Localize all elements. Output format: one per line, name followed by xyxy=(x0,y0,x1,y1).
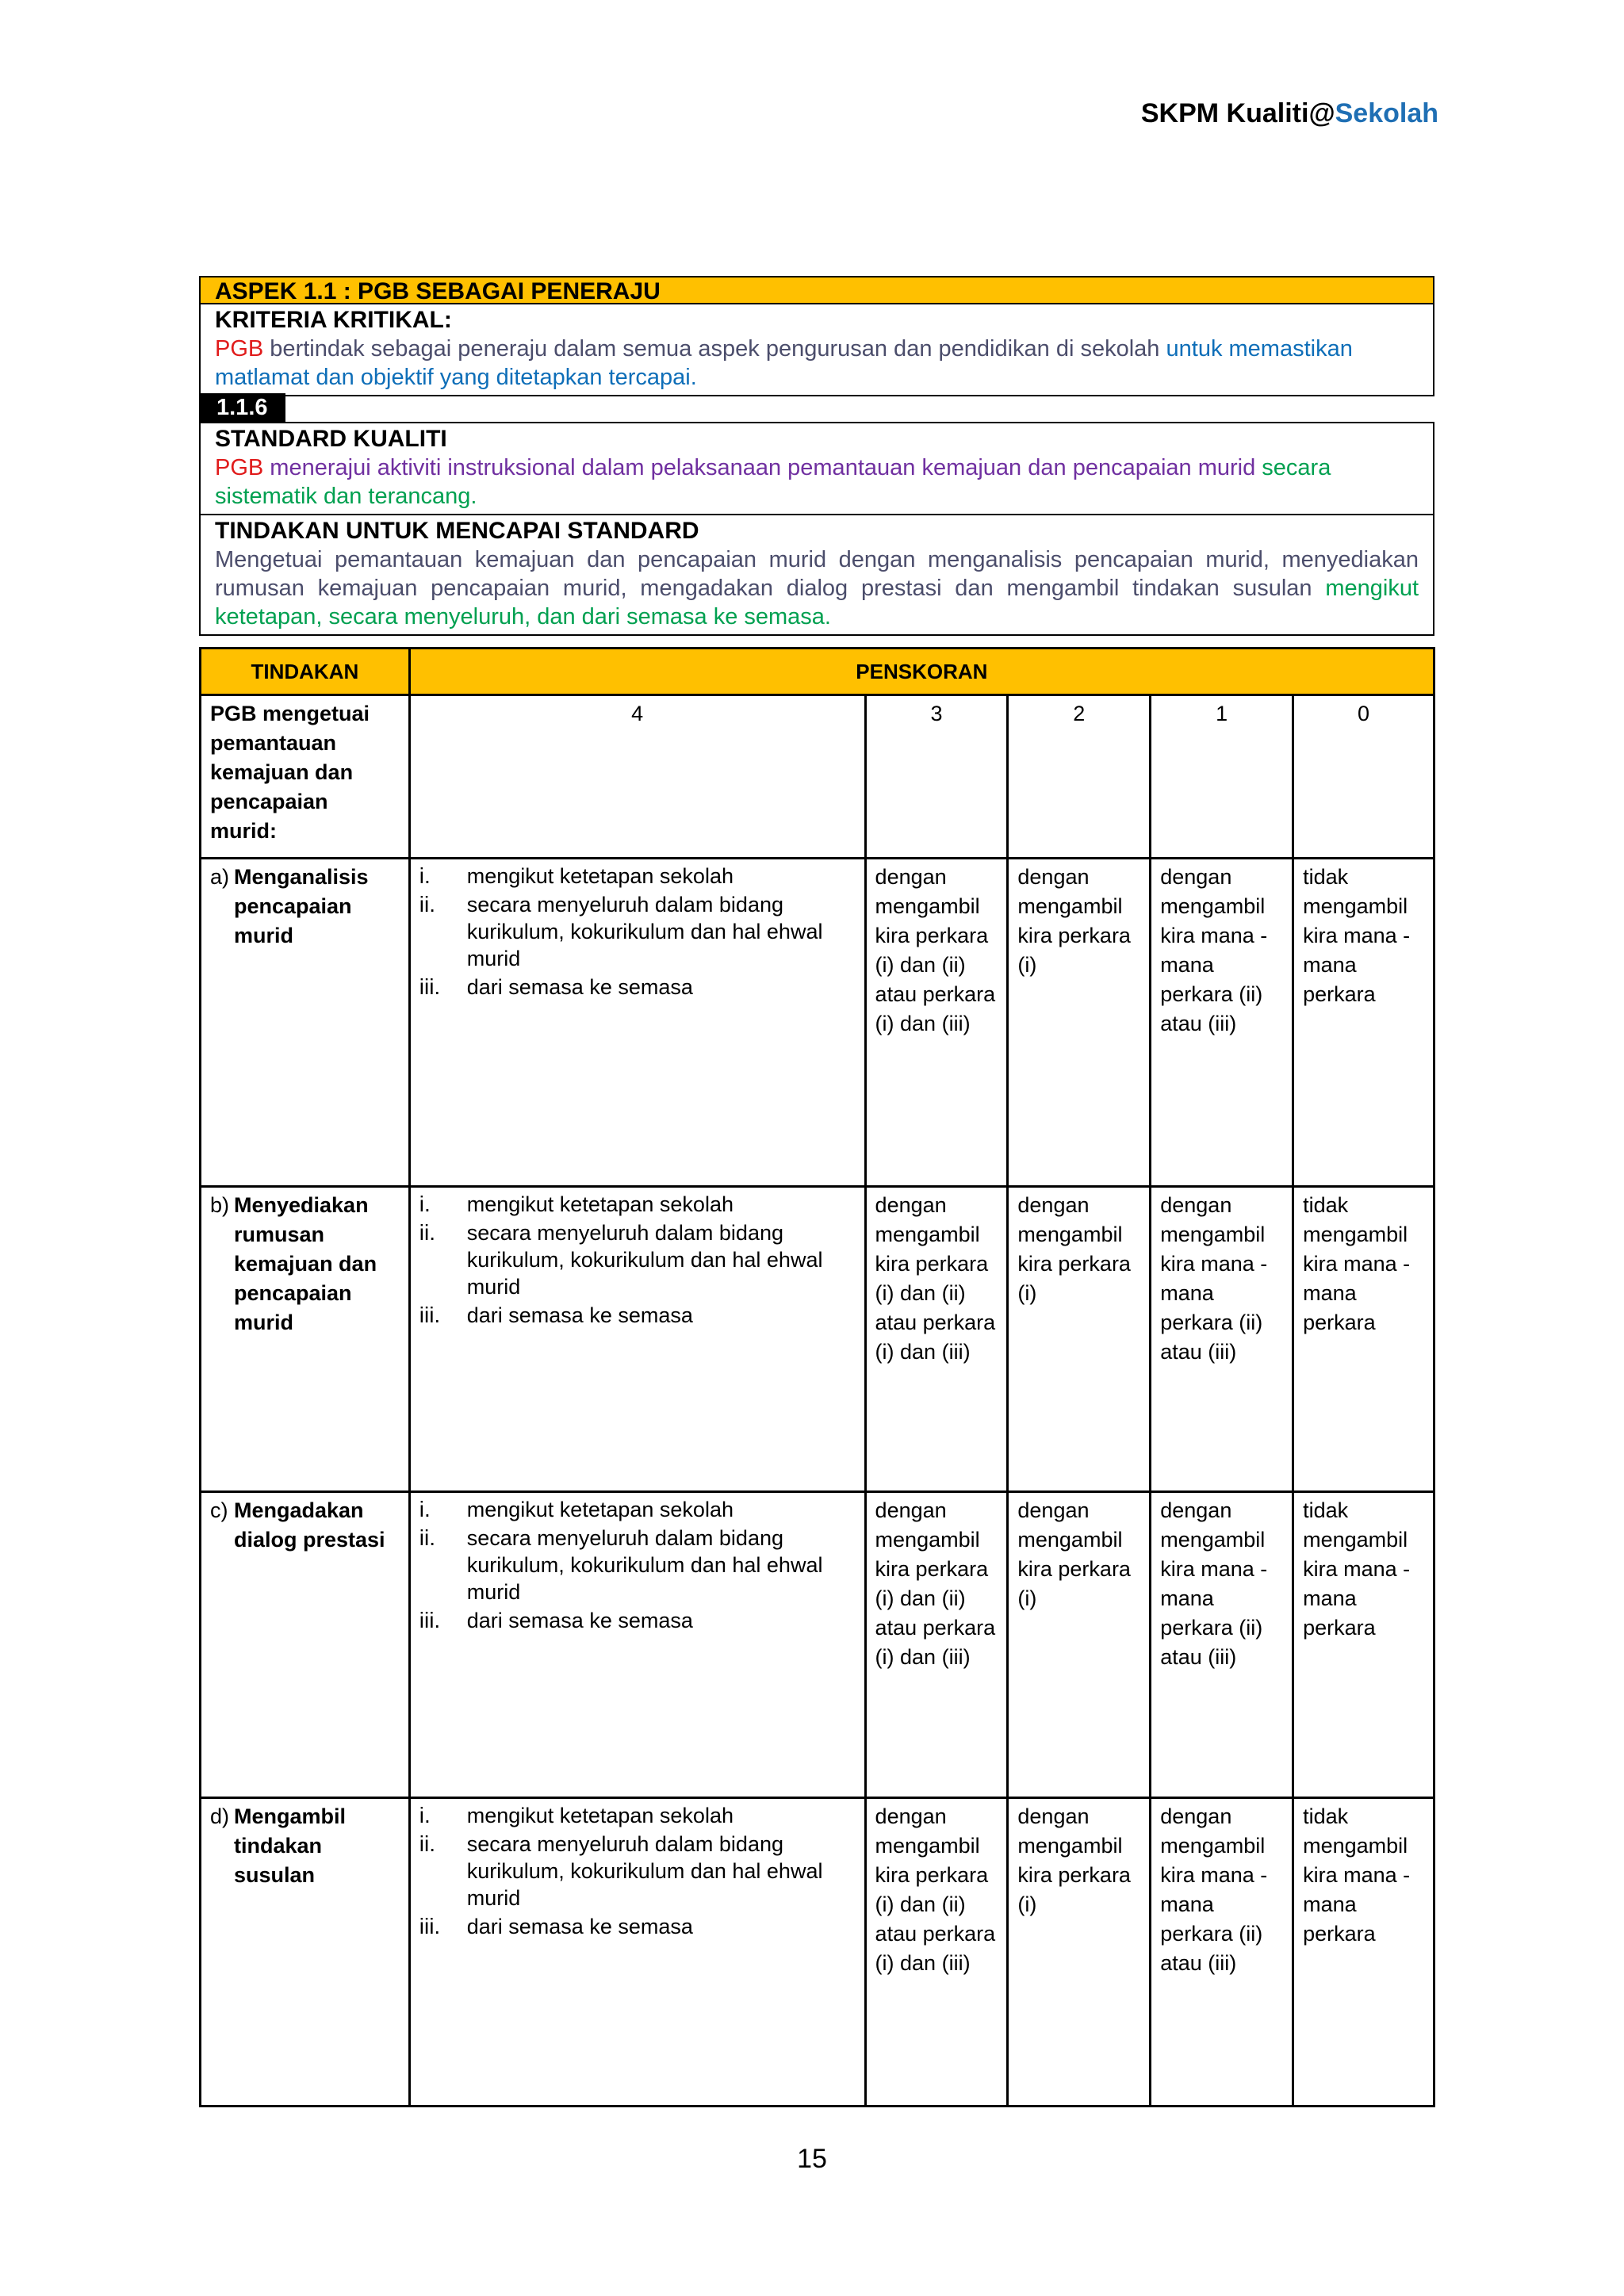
action-name: Menyediakan rumusan kemajuan dan pencapaian murid xyxy=(234,1193,377,1334)
score-1-desc: dengan mengambil kira mana -mana perkara (ii) atau (iii) xyxy=(1151,1187,1293,1492)
criteria-cell xyxy=(409,1187,865,1492)
action-cell xyxy=(201,1492,410,1798)
criteria-text: mengikut ketetapan sekolah xyxy=(466,1804,733,1827)
page-number: 15 xyxy=(797,2144,827,2174)
score-level-row xyxy=(201,695,1434,859)
score-0-desc: tidak mengambil kira mana -mana perkara xyxy=(1293,1798,1434,2107)
tindakan-std-manner: mengikut ketetapan, secara menyeluruh, dan dari semasa ke semasa. xyxy=(215,576,1419,629)
kriteria-box xyxy=(199,304,1434,396)
standard-box xyxy=(199,422,1434,515)
criteria-cell xyxy=(409,1492,865,1798)
score-1: 1 xyxy=(1151,695,1293,859)
tindakan-std-box xyxy=(199,515,1434,636)
criteria-num: i. xyxy=(419,1192,431,1216)
kriteria-purpose: untuk memastikan matlamat dan objektif yang ditetapkan tercapai. xyxy=(215,336,1353,390)
score-3-desc: dengan mengambil kira perkara (i) dan (ii) atau perkara (i) dan (iii) xyxy=(865,859,1008,1187)
score-1-desc: dengan mengambil kira mana -mana perkara (ii) atau (iii) xyxy=(1151,859,1293,1187)
score-3-desc: dengan mengambil kira perkara (i) dan (ii) atau perkara (i) dan (iii) xyxy=(865,1798,1008,2107)
list-item xyxy=(419,1302,856,1329)
criteria-text: dari semasa ke semasa xyxy=(466,1915,693,1938)
tindakan-std-text xyxy=(215,545,1419,631)
list-item xyxy=(419,1191,856,1218)
kriteria-text xyxy=(215,335,1419,392)
score-2-desc: dengan mengambil kira perkara (i) xyxy=(1008,1798,1151,2107)
list-item xyxy=(419,1913,856,1940)
kriteria-title: KRITERIA KRITIKAL: xyxy=(215,307,452,333)
score-3-desc: dengan mengambil kira perkara (i) dan (ii) atau perkara (i) dan (iii) xyxy=(865,1492,1008,1798)
criteria-num: iii. xyxy=(419,1914,441,1938)
standard-title: STANDARD KUALITI xyxy=(215,426,447,452)
list-item xyxy=(419,1831,856,1911)
criteria-text: secara menyeluruh dalam bidang kurikulum, kokurikulum dan hal ehwal murid xyxy=(466,1221,823,1299)
action-name: Menganalisis pencapaian murid xyxy=(234,865,369,947)
standard-manner: secara sistematik dan terancang. xyxy=(215,455,1331,509)
table-row xyxy=(201,1798,1434,2107)
criteria-num: i. xyxy=(419,1803,431,1827)
action-letter: c) xyxy=(210,1498,228,1522)
page-header xyxy=(1141,98,1438,129)
standard-block xyxy=(199,422,1434,636)
aspek-block xyxy=(199,276,1434,396)
criteria-num: ii. xyxy=(419,1525,435,1550)
criteria-text: secara menyeluruh dalam bidang kurikulum, kokurikulum dan hal ehwal murid xyxy=(466,893,823,970)
table-row xyxy=(201,1187,1434,1492)
score-0-desc: tidak mengambil kira mana -mana perkara xyxy=(1293,1187,1434,1492)
action-letter: b) xyxy=(210,1193,230,1217)
list-item xyxy=(419,1525,856,1605)
standard-pgb: PGB xyxy=(215,455,264,480)
criteria-text: mengikut ketetapan sekolah xyxy=(466,1498,733,1521)
score-2-desc: dengan mengambil kira perkara (i) xyxy=(1008,859,1151,1187)
table-header-row xyxy=(201,649,1434,695)
score-2-desc: dengan mengambil kira perkara (i) xyxy=(1008,1492,1151,1798)
action-name: Mengambil tindakan susulan xyxy=(234,1804,347,1887)
list-item xyxy=(419,863,856,890)
action-cell xyxy=(201,859,410,1187)
criteria-cell xyxy=(409,859,865,1187)
score-2: 2 xyxy=(1008,695,1151,859)
tindakan-std-body: Mengetuai pemantauan kemajuan dan pencapaian murid dengan menganalisis pencapaian murid, menyediakan rumusan kemajuan pencapaian murid, mengadakan dialog prestasi dan mengambil tindakan susulan xyxy=(215,547,1419,601)
standard-text xyxy=(215,453,1419,511)
header-tindakan: TINDAKAN xyxy=(201,649,410,695)
criteria-text: mengikut ketetapan sekolah xyxy=(466,864,733,888)
criteria-num: ii. xyxy=(419,1831,435,1856)
kriteria-body: bertindak sebagai peneraju dalam semua aspek pengurusan dan pendidikan di sekolah xyxy=(263,336,1166,362)
action-letter: d) xyxy=(210,1804,230,1828)
score-1-desc: dengan mengambil kira mana -mana perkara (ii) atau (iii) xyxy=(1151,1492,1293,1798)
aspek-title: ASPEK 1.1 : PGB SEBAGAI PENERAJU xyxy=(199,276,1434,304)
criteria-text: secara menyeluruh dalam bidang kurikulum, kokurikulum dan hal ehwal murid xyxy=(466,1526,823,1604)
score-1-desc: dengan mengambil kira mana -mana perkara (ii) atau (iii) xyxy=(1151,1798,1293,2107)
header-suffix: Sekolah xyxy=(1335,98,1438,128)
action-letter: a) xyxy=(210,865,230,889)
header-prefix: SKPM Kualiti@ xyxy=(1140,98,1335,128)
score-0: 0 xyxy=(1293,695,1434,859)
criteria-text: dari semasa ke semasa xyxy=(466,975,693,999)
criteria-cell xyxy=(409,1798,865,2107)
criteria-text: dari semasa ke semasa xyxy=(466,1303,693,1327)
action-cell xyxy=(201,1798,410,2107)
list-item xyxy=(419,974,856,1001)
score-3-desc: dengan mengambil kira perkara (i) dan (ii) atau perkara (i) dan (iii) xyxy=(865,1187,1008,1492)
list-item xyxy=(419,1802,856,1829)
header-penskoran: PENSKORAN xyxy=(409,649,1434,695)
list-item xyxy=(419,891,856,972)
score-2-desc: dengan mengambil kira perkara (i) xyxy=(1008,1187,1151,1492)
criteria-text: dari semasa ke semasa xyxy=(466,1609,693,1632)
action-cell xyxy=(201,1187,410,1492)
criteria-num: i. xyxy=(419,863,431,888)
kriteria-pgb: PGB xyxy=(215,336,264,362)
list-item xyxy=(419,1219,856,1300)
action-name: Mengadakan dialog prestasi xyxy=(234,1498,385,1552)
score-0-desc: tidak mengambil kira mana -mana perkara xyxy=(1293,859,1434,1187)
tindakan-std-title: TINDAKAN UNTUK MENCAPAI STANDARD xyxy=(215,518,699,544)
table-row xyxy=(201,859,1434,1187)
criteria-num: ii. xyxy=(419,892,435,916)
criteria-num: i. xyxy=(419,1497,431,1521)
code-tag-row xyxy=(199,393,1434,422)
criteria-num: iii. xyxy=(419,974,441,999)
criteria-num: iii. xyxy=(419,1303,441,1327)
intro-cell: PGB mengetuai pemantauan kemajuan dan pencapaian murid: xyxy=(201,695,410,859)
score-3: 3 xyxy=(865,695,1008,859)
score-0-desc: tidak mengambil kira mana -mana perkara xyxy=(1293,1492,1434,1798)
scoring-table xyxy=(199,647,1435,2107)
score-4: 4 xyxy=(409,695,865,859)
standard-code: 1.1.6 xyxy=(199,393,285,422)
list-item xyxy=(419,1607,856,1634)
list-item xyxy=(419,1496,856,1523)
criteria-text: mengikut ketetapan sekolah xyxy=(466,1192,733,1216)
standard-body: menerajui aktiviti instruksional dalam pelaksanaan pemantauan kemajuan dan pencapaian murid xyxy=(263,455,1262,480)
criteria-num: iii. xyxy=(419,1608,441,1632)
table-row xyxy=(201,1492,1434,1798)
criteria-text: secara menyeluruh dalam bidang kurikulum, kokurikulum dan hal ehwal murid xyxy=(466,1832,823,1910)
criteria-num: ii. xyxy=(419,1220,435,1245)
